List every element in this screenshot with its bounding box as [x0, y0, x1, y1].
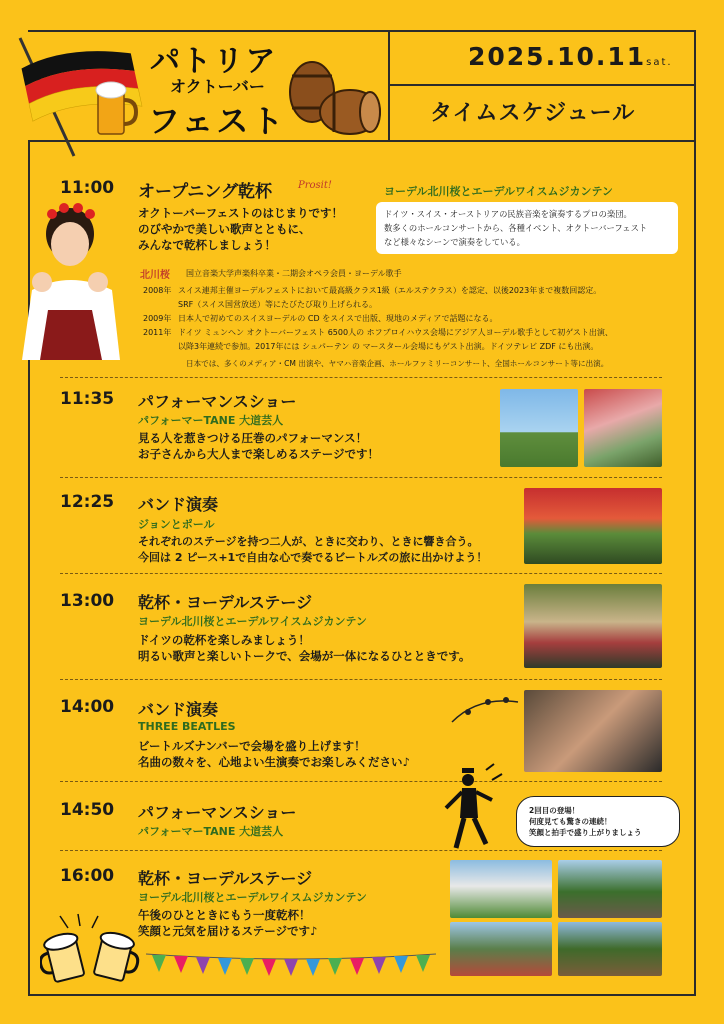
group-blurb	[376, 202, 678, 254]
bio-text: ドイツ ミュンヘン オクトーバーフェスト 6500人の ホフブロイハウス会場にアジア人ヨーデル歌手として初ゲスト出演、	[178, 328, 613, 337]
desc-line: お子さんから大人まで楽しめるステージです！	[138, 447, 380, 461]
event-time: 14:00	[60, 697, 115, 717]
event-title-line1: パトリア	[150, 44, 278, 79]
event-date-weekday: sat.	[646, 57, 673, 68]
desc-line: 見る人を惹きつける圧巻のパフォーマンス！	[138, 431, 368, 445]
event-title-line3: フェスト	[148, 102, 287, 140]
event-time: 13:00	[60, 591, 115, 611]
event-title: 乾杯・ヨーデルステージ	[138, 869, 313, 888]
juggler-silhouette-icon	[438, 760, 510, 852]
frame-bottom	[28, 994, 696, 996]
bio-year: 2011年	[143, 328, 172, 337]
event-photo	[450, 922, 552, 976]
separator	[60, 679, 662, 680]
event-time: 16:00	[60, 866, 115, 886]
separator	[60, 377, 662, 378]
event-date-value: 2025.10.11	[468, 42, 647, 71]
performer-photo	[500, 389, 578, 467]
event-date	[468, 42, 673, 71]
desc-line: 名曲の数々を、心地よい生演奏でお楽しみください♪	[138, 755, 410, 769]
event-title: パフォーマンスショー	[138, 803, 297, 822]
event-description	[138, 430, 379, 462]
prosit-label: Prosit!	[298, 180, 332, 191]
event-performer: パフォーマーTANE 大道芸人	[138, 825, 284, 838]
blurb-line: ドイツ・スイス・オーストリアの民族音楽を演奏するプロの楽団。	[384, 209, 632, 219]
desc-line: 午後のひとときにもう一度乾杯！	[138, 908, 311, 922]
bio-intro: 国立音楽大学声楽科卒業・二期会オペラ会員・ヨーデル歌手	[186, 269, 402, 278]
desc-line: みんなで乾杯しましょう！	[138, 238, 276, 252]
event-time: 12:25	[60, 492, 115, 512]
bunting-decoration	[146, 950, 436, 982]
separator	[60, 477, 662, 478]
separator	[60, 850, 662, 851]
event-performer: ヨーデル北川桜とエーデルワイスムジカンテン	[138, 891, 367, 904]
bio-text: 日本では、多くのメディア・CM 出演や、ヤマハ音楽企画、ホールファミリーコンサート、全国ホールコンサート等に出演。	[186, 359, 609, 368]
event-photo	[558, 922, 662, 976]
event-performer: THREE BEATLES	[138, 720, 236, 733]
schedule-title: タイムスケジュール	[430, 101, 636, 126]
desc-line: それぞれのステージを持つ二人が、ときに交わり、ときに響き合う。	[138, 535, 479, 548]
desc-line: 今回は 2 ピース+1で自由な心で奏でるビートルズの旅に出かけよう！	[138, 551, 488, 564]
bio-year: 2009年	[143, 314, 172, 323]
event-performer: ヨーデル北川桜とエーデルワイスムジカンテン	[138, 615, 367, 628]
bio-text: 以降3年連続で参加。2017年には シュパーテン の マースタール会場にもゲスト出演。ドイツテレビ ZDF にも出演。	[178, 342, 599, 351]
event-title: バンド演奏	[138, 700, 219, 719]
event-description	[138, 205, 343, 253]
event-performer: ジョンとポール	[138, 518, 215, 531]
frame-right	[694, 30, 696, 996]
event-title: バンド演奏	[138, 495, 219, 514]
event-title: オープニング乾杯	[138, 182, 272, 202]
performer-photo	[524, 488, 662, 564]
singer-photo	[12, 200, 136, 360]
speech-bubble	[516, 796, 680, 847]
bio-year: 2008年	[143, 286, 172, 295]
event-photo	[558, 860, 662, 918]
blurb-line: 数多くのホールコンサートから、各種イベント、オクトーバーフェスト	[384, 223, 648, 233]
event-title-line2: オクトーバー	[170, 77, 265, 96]
bubble-line: 笑顔と拍手で盛り上がりましょう	[529, 828, 642, 837]
event-photo	[450, 860, 552, 918]
performer-photo	[524, 690, 662, 772]
event-performer: パフォーマーTANE 大道芸人	[138, 414, 284, 427]
desc-line: 笑顔と元気を届けるステージです♪	[138, 924, 318, 938]
bubble-line: 2回目の登場！	[529, 806, 580, 815]
event-title: 乾杯・ヨーデルステージ	[138, 593, 313, 612]
desc-line: ドイツの乾杯を楽しみましょう！	[138, 633, 310, 647]
event-description	[138, 632, 470, 664]
desc-line: 明るい歌声と楽しいトークで、会場が一体になるひとときです。	[138, 649, 471, 663]
bio-text: 日本人で初めてのスイスヨーデルの CD をスイスで出版、現地のメディアで話題になる。	[178, 314, 498, 323]
performer-photo	[524, 584, 662, 668]
bio-text: スイス連邦主催ヨーデルフェストにおいて最高級クラス1級（エルステクラス）を認定、以後2023年まで複数回認定。	[178, 286, 602, 295]
blurb-line: など様々なシーンで演奏をしている。	[384, 237, 525, 247]
event-description	[138, 534, 487, 566]
beer-barrels-icon	[284, 56, 384, 140]
desc-line: ビートルズナンバーで会場を盛り上げます！	[138, 739, 366, 753]
event-time: 11:00	[60, 178, 115, 198]
event-title: パフォーマンスショー	[138, 392, 297, 411]
separator	[60, 781, 662, 782]
header-vdivider	[388, 30, 390, 142]
event-time: 11:35	[60, 389, 115, 409]
separator	[60, 573, 662, 574]
desc-line: のびやかで美しい歌声とともに、	[138, 222, 311, 236]
cheers-mugs-icon	[40, 912, 144, 986]
header-hdivider	[388, 84, 696, 86]
bio-text: SRF（スイス国営放送）等にたびたび取り上げられる。	[178, 300, 377, 309]
music-notes-icon	[448, 692, 522, 726]
event-time: 14:50	[60, 800, 115, 820]
event-description	[138, 907, 317, 939]
desc-line: オクトーバーフェストのはじまりです！	[138, 206, 344, 220]
performer-photo	[584, 389, 662, 467]
event-description	[138, 738, 410, 770]
beer-mug-icon	[92, 78, 138, 138]
bubble-line: 何度見ても驚きの連続！	[529, 817, 612, 826]
event-performer: ヨーデル北川桜とエーデルワイスムジカンテン	[384, 185, 613, 198]
bio-name: 北川桜	[140, 270, 170, 281]
